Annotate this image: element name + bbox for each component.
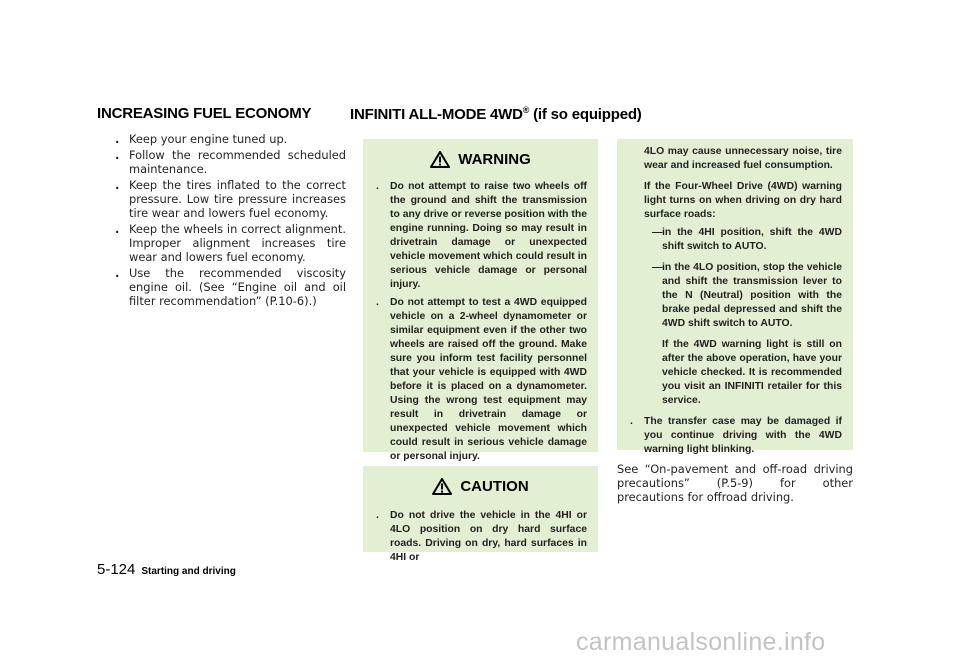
caution-dash-item: — in the 4LO position, stop the vehicle and shift the transmission lever to the N (Neutral) position with the brake pedal depressed and shift the 4WD shift switch to AUTO. — [652, 262, 842, 329]
page-number: 5-124 — [97, 561, 136, 578]
list-item: . Use the recommended viscosity engine oil. (See “Engine oil and oil filter recommendation” (P.10-6).) — [115, 266, 346, 308]
right-heading-suffix: (if so equipped) — [533, 106, 642, 123]
caution-box — [363, 466, 598, 563]
right-section-heading — [350, 105, 642, 123]
caution-item-continued: 4LO may cause unnecessary noise, tire wear and increased fuel consumption. — [644, 146, 842, 171]
warning-item: . Do not attempt to raise two wheels off the ground and shift the transmission to any drive or reverse position with the engine running. Doing so may result in drivetrain damage or unexpected vehicle movement which could result in serious vehicle damage or personal injury. — [376, 181, 587, 290]
section-name: Starting and driving — [141, 566, 236, 577]
fuel-economy-list — [114, 132, 346, 310]
caution-item: . Do not drive the vehicle in the 4HI or 4LO position on dry hard surface roads. Driving on dry, hard surfaces in 4HI or — [376, 510, 587, 563]
caution-box-continued — [617, 139, 853, 455]
see-reference-text: See “On-pavement and off-road driving precautions” (P.5-9) for other precautions for offroad driving. — [617, 462, 853, 504]
caution-paragraph: If the Four-Wheel Drive (4WD) warning light turns on when driving on dry hard surface roads: — [644, 181, 842, 220]
warning-triangle-icon — [430, 151, 450, 168]
list-item: . Keep the tires inflated to the correct pressure. Low tire pressure increases tire wear and lowers fuel economy. — [115, 178, 346, 220]
caution-item: . The transfer case may be damaged if you continue driving with the 4WD warning light blinking. — [630, 416, 842, 455]
warning-item: . Do not attempt to test a 4WD equipped vehicle on a 2-wheel dynamometer or similar equipment even if the other two wheels are raised off the ground. Make sure you inform test facility personnel that your vehicle is equipped with 4WD before it is placed on a dynamometer. Using the wrong test equipment may result in drivetrain damage or unexpected vehicle movement which could result in serious vehicle damage or personal injury. — [376, 297, 587, 462]
list-item: . Keep the wheels in correct alignment. Improper alignment increases tire wear and lowers fuel economy. — [115, 222, 346, 264]
caution-title-text: CAUTION — [460, 477, 529, 495]
caution-title — [363, 478, 598, 495]
warning-title — [363, 151, 598, 168]
warning-triangle-icon — [432, 478, 452, 495]
watermark: carmanualsonline.info — [576, 628, 826, 656]
left-section-heading: INCREASING FUEL ECONOMY — [97, 105, 312, 122]
right-heading-text: INFINITI ALL-MODE 4WD — [350, 106, 523, 123]
warning-box — [363, 139, 598, 462]
caution-sub-paragraph: If the 4WD warning light is still on after the above operation, have your vehicle checked. It is recommended you visit an INFINITI retailer for this service. — [662, 339, 842, 406]
page-footer — [97, 561, 236, 578]
warning-title-text: WARNING — [458, 150, 531, 168]
list-item: . Follow the recommended scheduled maintenance. — [115, 148, 346, 176]
list-item: . Keep your engine tuned up. — [115, 132, 288, 146]
registered-mark: ® — [522, 105, 530, 115]
caution-dash-item: — in the 4HI position, shift the 4WD shift switch to AUTO. — [652, 227, 842, 252]
